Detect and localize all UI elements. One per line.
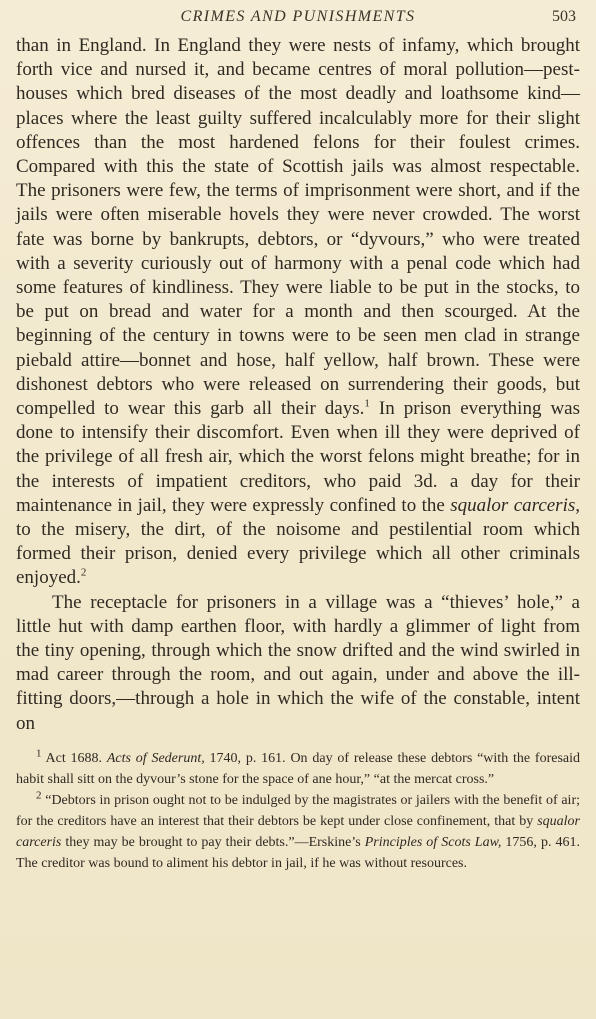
footnote-2-mark: 2 — [36, 789, 42, 802]
footnote-ref-1: 1 — [364, 397, 370, 410]
footnote-ref-2: 2 — [80, 567, 87, 580]
footnote-1-italic: Acts of Sederunt, — [106, 750, 205, 766]
running-head: CRIMES AND PUNISHMENTS — [180, 8, 416, 25]
paragraph-2: The receptacle for prisoners in a village was a “thieves’ hole,” a little hut with damp earthen floor, with hardly a glimmer of light from the tiny opening, through which the snow drifted and the wind swirled in mad career through the room, and out again, under and above the ill-fitting doors,—through a hole in which the wife of the constable, intent on — [16, 591, 580, 734]
body-text — [16, 34, 580, 736]
footnote-1-text-a: Act 1688. — [41, 750, 107, 766]
page-number: 503 — [552, 8, 576, 25]
paragraph-1 — [16, 34, 580, 591]
paragraph-1-text-b: In prison everything was done to intensify their discomfort. Even when ill they were deprived of the privilege of all fresh air, which the worst felons might breathe; for in the interests of impatient creditors, who paid 3d. a day for their maintenance in jail, they were expressly confined to the — [16, 398, 580, 516]
footnote-2-text-a: “Debtors in prison ought not to be indulged by the magistrates or jailers with the benefit of air; for the creditors have an interest that their debtors be kept under close confinement, that by — [16, 792, 580, 829]
paragraph-1-text-a: than in England. In England they were nests of infamy, which brought forth vice and nursed it, and became centres of moral pollution—pest-houses which bred diseases of the most deadly and loathsome kind—places where the least guilty suffered incalculably more for their slight offences than the most hardened felons for their foulest crimes. Compared with this the state of Scottish jails was almost respectable. The prisoners were few, the terms of imprisonment were short, and if the jails were often miserable hovels they were never crowded. The worst fate was borne by bankrupts, debtors, or “dyvours,” who were treated with a severity curiously out of harmony with a penal code which had some features of kindliness. They were liable to be put in the stocks, to be put on bread and water for a month and then scourged. At the beginning of the century in towns were to be seen men clad in strange piebald attire—bonnet and hose, half yellow, half brown. These were dishonest debtors who were released on surrendering their goods, but compelled to wear this garb all their days. — [16, 35, 580, 420]
footnotes — [16, 748, 580, 874]
footnote-1-mark: 1 — [36, 747, 42, 760]
paragraph-1-italic-term: squalor carceris, — [450, 494, 581, 516]
footnote-2-italic-1: squalor carceris — [16, 813, 580, 850]
footnote-1 — [16, 748, 580, 790]
footnote-2 — [16, 790, 580, 874]
footnote-2-text-c: 1756, p. 461. The creditor was bound to aliment his debtor in jail, if he was without resources. — [16, 834, 580, 871]
footnote-1-text-b: 1740, p. 161. On day of release these debtors “with the foresaid habit shall sitt on the dyvour’s stone for the space of ane hour,” “at the mercat cross.” — [16, 750, 580, 787]
page-header — [16, 0, 580, 34]
footnote-2-text-b: they may be brought to pay their debts.”—Erskine’s — [61, 834, 365, 850]
paragraph-1-text-c: to the misery, the dirt, of the noisome and pestilential room which formed their prison, denied every privilege which all other criminals enjoyed. — [16, 519, 580, 589]
footnote-2-italic-2: Principles of Scots Law, — [364, 834, 502, 850]
